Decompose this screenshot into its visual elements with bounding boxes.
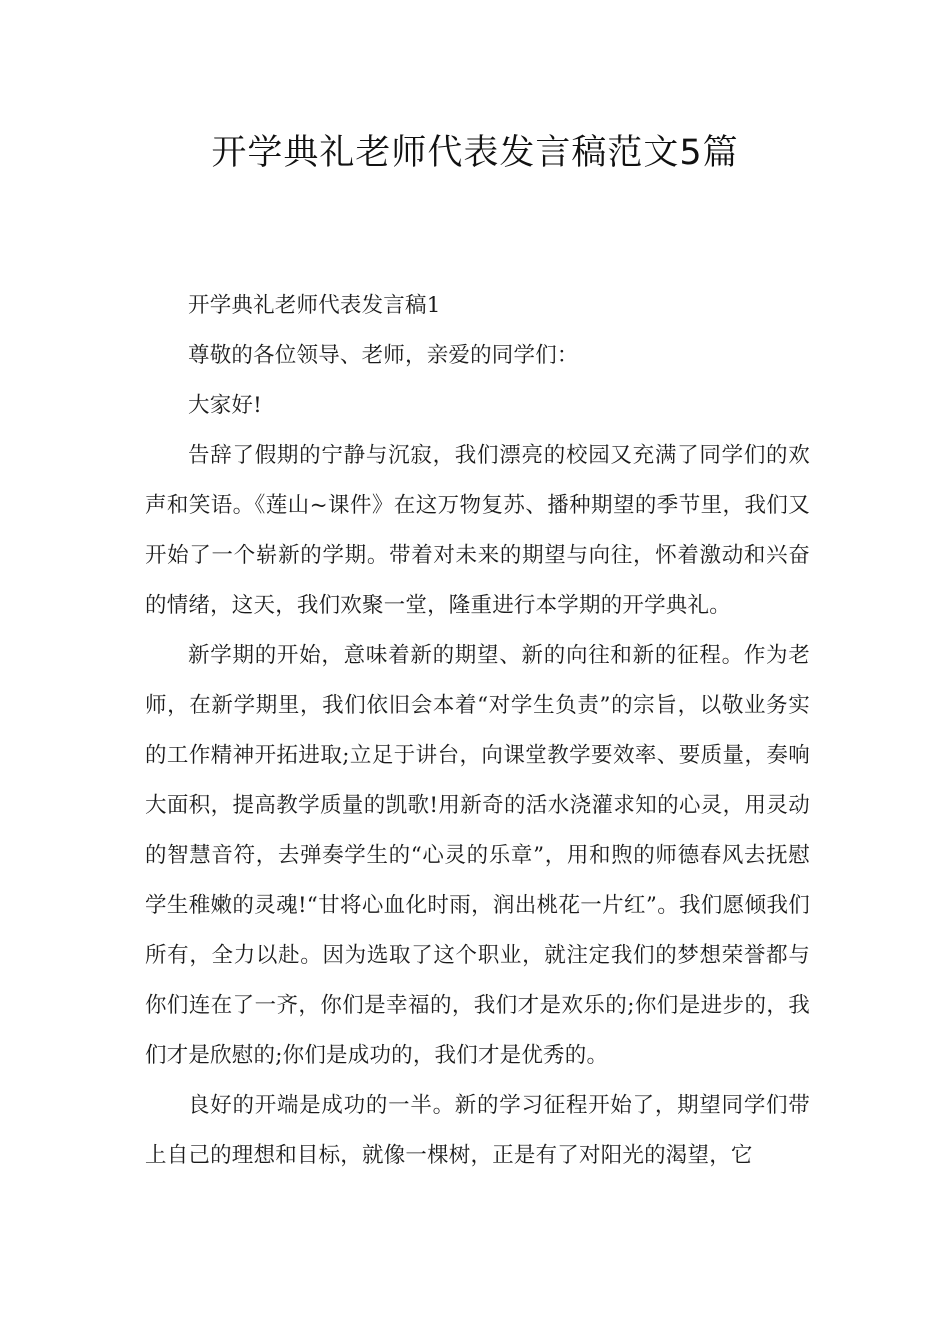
body-paragraph: 良好的开端是成功的一半。新的学习征程开始了，期望同学们带上自己的理想和目标，就像一棵树，正是有了对阳光的渴望，它 <box>145 1093 810 1168</box>
document-body <box>145 281 810 1181</box>
body-paragraph: 新学期的开始，意味着新的期望、新的向往和新的征程。作为老师，在新学期里，我们依旧会本着“对学生负责”的宗旨，以敬业务实的工作精神开拓进取;立足于讲台，向课堂教学要效率、要质量，奏响大面积，提高教学质量的凯歌!用新奇的活水浇灌求知的心灵，用灵动的智慧音符，去弹奏学生的“心灵的乐章”，用和煦的师德春风去抚慰学生稚嫩的灵魂!“甘将心血化时雨，润出桃花一片红”。我们愿倾我们所有，全力以赴。因为选取了这个职业，就注定我们的梦想荣誉都与你们连在了一齐，你们是幸福的，我们才是欢乐的;你们是进步的，我们才是欣慰的;你们是成功的，我们才是优秀的。 <box>145 643 810 1068</box>
salutation: 尊敬的各位领导、老师，亲爱的同学们： <box>188 343 579 368</box>
section-heading: 开学典礼老师代表发言稿1 <box>188 293 441 318</box>
body-paragraph: 告辞了假期的宁静与沉寂，我们漂亮的校园又充满了同学们的欢声和笑语。《莲山~课件》在这万物复苏、播种期望的季节里，我们又开始了一个崭新的学期。带着对未来的期望与向往，怀着激动和兴奋的情绪，这天，我们欢聚一堂，隆重进行本学期的开学典礼。 <box>145 443 810 618</box>
greeting: 大家好! <box>188 393 262 418</box>
document-title: 开学典礼老师代表发言稿范文5篇 <box>211 133 739 173</box>
